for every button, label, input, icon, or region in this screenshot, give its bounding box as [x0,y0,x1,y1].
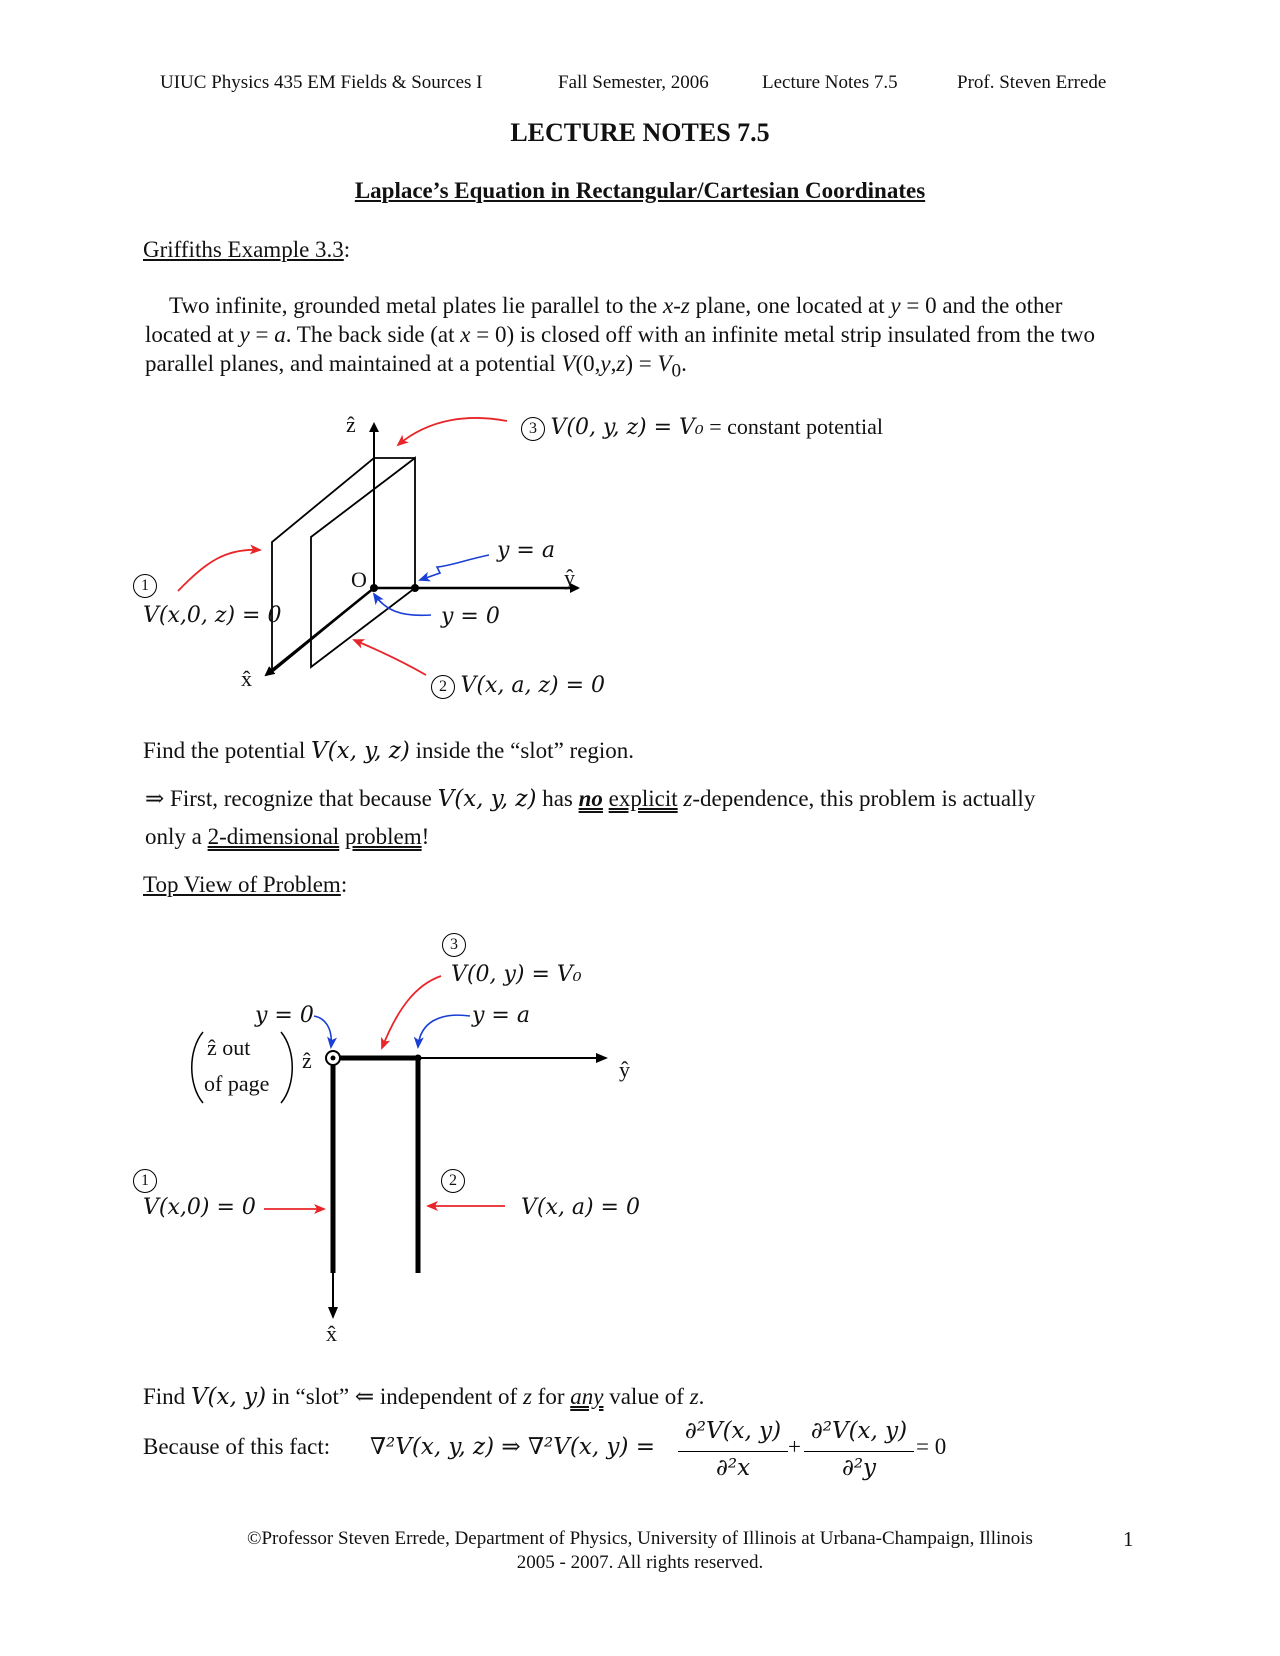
header-professor: Prof. Steven Errede [957,72,1107,93]
bc1-expr: V(x,0, z) = 0 [143,603,282,628]
recognize-text: only a [145,824,208,849]
frac1-den: ∂²x [715,1455,751,1481]
bc2-label [431,672,605,699]
header-lecture: Lecture Notes 7.5 [762,72,898,93]
page-subtitle [0,178,1280,204]
emph-explicit: explicit [608,786,678,811]
z-out-dot [331,1056,336,1061]
intro-var: x [460,322,471,347]
intro-text: , [610,351,617,376]
paren-right [281,1032,292,1103]
find2-var: z [522,1384,532,1409]
top-bc2-label: V(x, a) = 0 [521,1195,640,1220]
intro-text: ) = [625,351,658,376]
footer-copyright: ©Professor Steven Errede, Department of Physics, University of Illinois at Urbana-Champaign, Illinois [247,1528,1033,1549]
section-griffiths-colon: : [343,237,351,262]
find2-text: Find [143,1384,191,1409]
header-course: UIUC Physics 435 EM Fields & Sources I [160,72,483,93]
recognize-text: First, recognize that because [164,786,438,811]
frac2-den: ∂²y [841,1455,877,1481]
top-bc3-label: V(0, y) = V₀ [451,962,582,987]
recognize-text: -dependence, this problem is actually [692,786,1036,811]
subtitle-text: Laplace’s Equation in Rectangular/Cartesian Coordinates [354,178,926,203]
implies-arrow: ⇒ [145,786,165,811]
y-hat-label: ŷ [564,565,575,590]
plate-ya [311,458,415,667]
intro-subscript: 0 [671,360,682,382]
intro-var: y [600,351,611,376]
because-label: Because of this fact: [143,1434,331,1459]
recognize-text: ! [421,824,430,849]
x-hat-label: x̂ [241,666,252,691]
circle-number-1: 1 [133,574,157,598]
page-number: 1 [1123,1527,1134,1551]
find-text: Find the potential [143,738,312,763]
top-z-hat-label: ẑ [302,1048,312,1073]
recognize-text: has [536,786,579,811]
intro-text: Two infinite, grounded metal plates lie parallel to the [169,293,664,318]
find2-var: z [689,1384,699,1409]
find2-text: in “slot” ⇐ independent of [266,1384,523,1409]
section-topview-label: Top View of Problem [143,872,341,897]
top-bc1-label: V(x,0) = 0 [143,1195,256,1220]
find2-text: value of [603,1384,690,1409]
find2-expr: V(x, y) [190,1384,267,1410]
intro-var: V [561,351,576,376]
circle-1 [133,571,157,598]
recognize-paragraph [145,780,1130,855]
top-circle-2 [441,1166,465,1193]
arrow-bc1 [178,550,260,591]
circle-number-3: 3 [521,417,545,441]
footer-rights: 2005 - 2007. All rights reserved. [516,1552,764,1573]
find-potential [143,738,634,764]
arrow-bc3 [398,418,507,445]
intro-text: . [681,351,687,376]
bc3-label [521,414,883,441]
equals-zero: = 0 [916,1434,947,1459]
top-x-hat-label: x̂ [326,1321,337,1346]
frac1-num: ∂²V(x, y) [684,1418,782,1444]
top-arrow-ya [418,1015,470,1047]
top-ya-dot [415,1055,422,1062]
plus-sign: + [788,1434,801,1459]
section-griffiths [143,237,350,263]
z-out-label-a: ẑ out [207,1035,251,1060]
figure-3d-slot [0,395,1280,705]
arrow-ya [420,555,489,580]
bc3-expr: V(0, y, z) = V₀ [550,415,704,440]
origin-dot [370,584,378,592]
top-ya-label: y = a [472,1003,530,1028]
y0-label: y = 0 [441,604,500,629]
emph-no: no [578,786,603,811]
intro-text: . The back side (at [285,322,461,347]
top-arrow-bc3 [382,976,441,1048]
ya-dot [411,584,419,592]
recognize-var: z [683,786,693,811]
recognize-expr: V(x, y, z) [437,786,537,812]
section-topview [143,872,347,898]
header-semester: Fall Semester, 2006 [558,72,709,93]
intro-var: x-z [663,293,690,318]
find-text: inside the “slot” region. [409,738,635,763]
paren-left [192,1032,203,1103]
intro-var: V [657,351,672,376]
arrow-bc2 [354,640,426,675]
find-vxy [143,1384,704,1410]
intro-var: a [274,322,286,347]
z-hat-label: ẑ [346,412,356,437]
intro-var: y [239,322,250,347]
emph-any: any [570,1384,604,1409]
frac1-bar [678,1451,788,1452]
circle-number-3: 3 [442,933,466,957]
circle-number-2: 2 [431,675,455,699]
find-expr: V(x, y, z) [311,738,410,764]
intro-text: (0, [575,351,601,376]
circle-number-1: 1 [133,1169,157,1193]
find2-text: . [698,1384,705,1409]
top-arrow-y0 [314,1016,331,1047]
circle-number-2: 2 [441,1169,465,1193]
top-y-hat-label: ŷ [619,1057,630,1082]
figure-top-view [0,930,1280,1350]
frac2-bar [804,1451,914,1452]
page-title: LECTURE NOTES 7.5 [510,118,770,147]
top-y0-label: y = 0 [255,1003,314,1028]
laplacian-lhs: ∇²V(x, y, z) ⇒ ∇²V(x, y) = [370,1434,656,1460]
ya-label: y = a [497,538,555,563]
bc1-label [143,602,281,628]
intro-text: = 0 and the other located at [145,293,1063,347]
intro-text: = [249,322,275,347]
intro-var: y [890,293,901,318]
find2-text: for [531,1384,571,1409]
intro-text: plane, one located at [689,293,891,318]
z-out-label-b: of page [204,1071,270,1096]
plate-y0 [272,458,374,672]
section-topview-colon: : [340,872,348,897]
section-griffiths-label: Griffiths Example 3.3 [143,237,344,262]
intro-paragraph [145,291,1130,386]
origin-label: O [351,567,367,592]
intro-var: z [616,351,626,376]
emph-2d: 2-dimensional [207,824,340,849]
intro-text: = 0) is closed off with an infinite metal strip insulated from the two parallel planes, and maintained at a potential [145,322,1095,376]
top-circle-3 [442,930,466,957]
top-circle-1 [133,1166,157,1193]
bc2-expr: V(x, a, z) = 0 [460,673,606,698]
frac2-num: ∂²V(x, y) [810,1418,908,1444]
bc3-text: = constant potential [703,414,883,439]
emph-problem: problem [344,824,422,849]
